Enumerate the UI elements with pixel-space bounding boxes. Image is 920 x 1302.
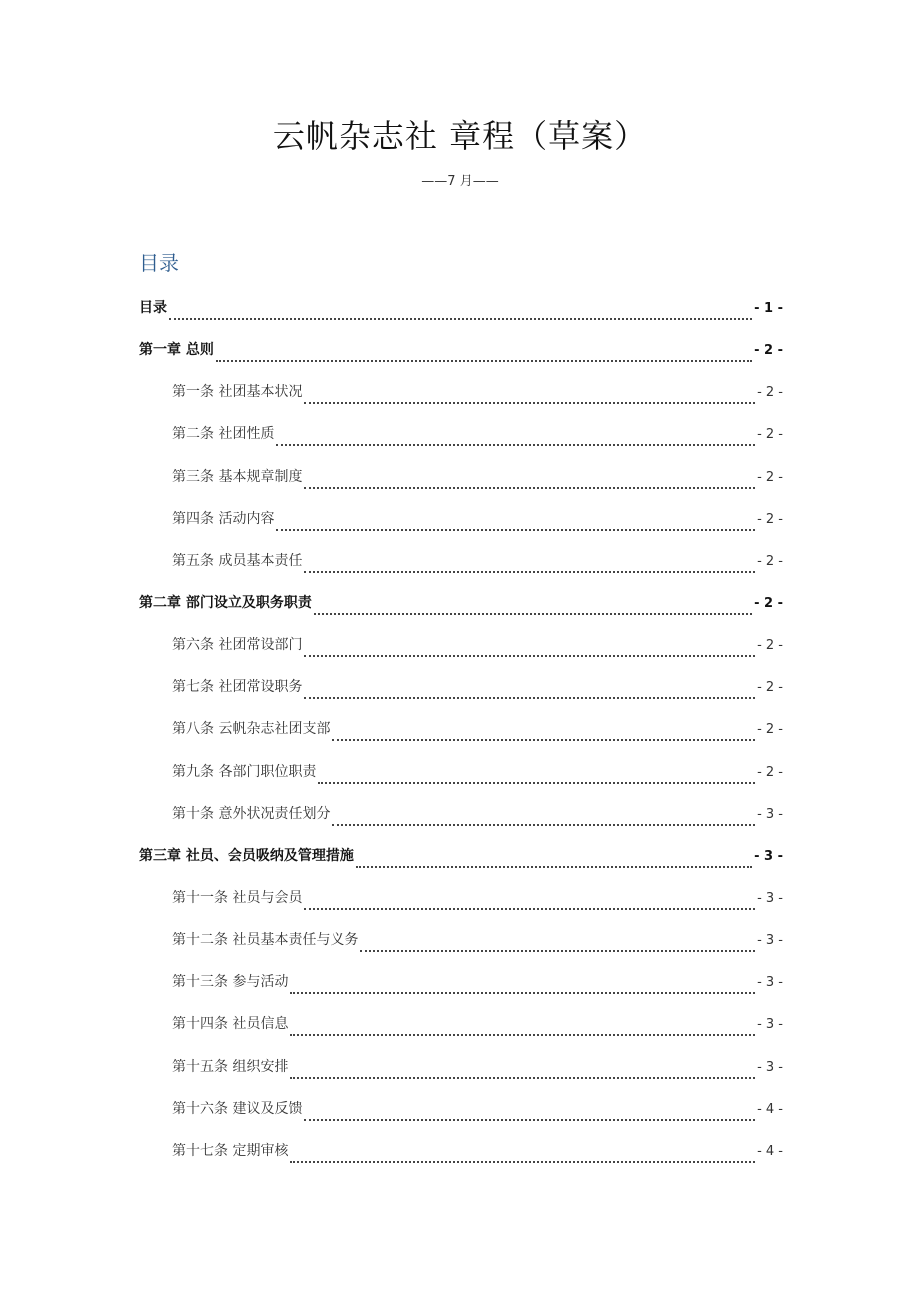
toc-dot-leader xyxy=(360,950,755,952)
toc-entry-page: - 3 - xyxy=(757,933,783,949)
toc-entry-page: - 3 - xyxy=(757,975,783,991)
toc-entry[interactable] xyxy=(139,550,783,592)
toc-entry[interactable] xyxy=(139,466,783,508)
toc-entry-label: 第五条 成员基本责任 xyxy=(172,552,303,569)
toc-entry[interactable] xyxy=(139,339,783,381)
toc-entry-label: 第二条 社团性质 xyxy=(172,426,275,443)
toc-entry-page: - 3 - xyxy=(757,806,783,822)
toc-entry[interactable] xyxy=(139,676,783,718)
toc-dot-leader xyxy=(304,697,755,699)
toc-dot-leader xyxy=(169,318,752,320)
toc-dot-leader xyxy=(356,866,752,868)
toc-dot-leader xyxy=(304,655,755,657)
toc-entry[interactable] xyxy=(139,845,783,887)
toc-dot-leader xyxy=(304,1119,755,1121)
toc-entry[interactable] xyxy=(139,718,783,760)
toc-entry[interactable] xyxy=(139,887,783,929)
toc-entry[interactable] xyxy=(139,1056,783,1098)
toc-entry-label: 第七条 社团常设职务 xyxy=(172,679,303,696)
toc-dot-leader xyxy=(332,739,755,741)
toc-entry[interactable] xyxy=(139,592,783,634)
toc-entry-page: - 2 - xyxy=(754,595,783,611)
toc-entry-label: 第十五条 组织安排 xyxy=(172,1058,289,1075)
toc-entry-page: - 3 - xyxy=(757,890,783,906)
toc-entry-label: 第十六条 建议及反馈 xyxy=(172,1100,303,1117)
toc-entry-label: 第十四条 社员信息 xyxy=(172,1016,289,1033)
toc-dot-leader xyxy=(276,444,755,446)
toc-entry[interactable] xyxy=(139,761,783,803)
toc-entry[interactable] xyxy=(139,1098,783,1140)
toc-entry-page: - 2 - xyxy=(757,511,783,527)
toc-entry-label: 第四条 活动内容 xyxy=(172,510,275,527)
toc-entry-label: 第九条 各部门职位职责 xyxy=(172,763,317,780)
toc-dot-leader xyxy=(318,782,755,784)
toc-entry-page: - 4 - xyxy=(757,1101,783,1117)
toc-entry-page: - 3 - xyxy=(757,1059,783,1075)
toc-entry-page: - 2 - xyxy=(757,638,783,654)
toc-entry-label: 第二章 部门设立及职务职责 xyxy=(139,594,312,611)
toc-dot-leader xyxy=(290,1034,755,1036)
toc-entry-label: 第八条 云帆杂志社团支部 xyxy=(172,721,331,738)
toc-entry-label: 第三章 社员、会员吸纳及管理措施 xyxy=(139,847,354,864)
toc-entry-page: - 2 - xyxy=(757,427,783,443)
document-date: ——7 月—— xyxy=(421,174,499,189)
toc-entry-label: 第一条 社团基本状况 xyxy=(172,384,303,401)
toc-entry[interactable] xyxy=(139,297,783,339)
toc-entry[interactable] xyxy=(139,1140,783,1182)
toc-entry[interactable] xyxy=(139,971,783,1013)
toc-entry-page: - 2 - xyxy=(754,343,783,359)
toc-entry-label: 第十七条 定期审核 xyxy=(172,1142,289,1159)
toc-entry[interactable] xyxy=(139,508,783,550)
toc-entry-page: - 2 - xyxy=(757,764,783,780)
toc-entry-page: - 3 - xyxy=(757,1017,783,1033)
toc-entry-label: 第一章 总则 xyxy=(139,342,214,359)
toc-entry[interactable] xyxy=(139,634,783,676)
toc-dot-leader xyxy=(304,908,755,910)
toc-heading: 目录 xyxy=(139,251,179,275)
toc-dot-leader xyxy=(290,1077,755,1079)
toc-entry[interactable] xyxy=(139,423,783,465)
toc-entry-page: - 4 - xyxy=(757,1143,783,1159)
toc-entry[interactable] xyxy=(139,929,783,971)
toc-dot-leader xyxy=(216,360,752,362)
toc-entry-label: 第十一条 社员与会员 xyxy=(172,889,303,906)
toc-entry-page: - 2 - xyxy=(757,722,783,738)
toc-dot-leader xyxy=(304,487,755,489)
toc-entry-label: 第十条 意外状况责任划分 xyxy=(172,805,331,822)
toc-dot-leader xyxy=(290,1161,755,1163)
toc-dot-leader xyxy=(314,613,752,615)
toc-entry-label: 目录 xyxy=(139,300,167,316)
toc-entry[interactable] xyxy=(139,1013,783,1055)
toc-entry[interactable] xyxy=(139,381,783,423)
toc-entry-page: - 2 - xyxy=(757,469,783,485)
toc-entry-page: - 2 - xyxy=(757,553,783,569)
toc-entry-label: 第十二条 社员基本责任与义务 xyxy=(172,932,359,949)
toc-entry-label: 第十三条 参与活动 xyxy=(172,974,289,991)
toc-dot-leader xyxy=(304,402,755,404)
document-title: 云帆杂志社 章程（草案） xyxy=(272,117,648,155)
toc-entry-page: - 3 - xyxy=(754,848,783,864)
toc-entry-page: - 1 - xyxy=(754,301,783,316)
toc-entry-label: 第三条 基本规章制度 xyxy=(172,468,303,485)
toc-dot-leader xyxy=(332,824,755,826)
toc-entry[interactable] xyxy=(139,803,783,845)
toc-dot-leader xyxy=(304,571,755,573)
toc-entry-page: - 2 - xyxy=(757,680,783,696)
toc-entry-page: - 2 - xyxy=(757,385,783,401)
toc-entry-label: 第六条 社团常设部门 xyxy=(172,637,303,654)
toc-dot-leader xyxy=(290,992,755,994)
table-of-contents xyxy=(139,297,783,1182)
toc-dot-leader xyxy=(276,529,755,531)
